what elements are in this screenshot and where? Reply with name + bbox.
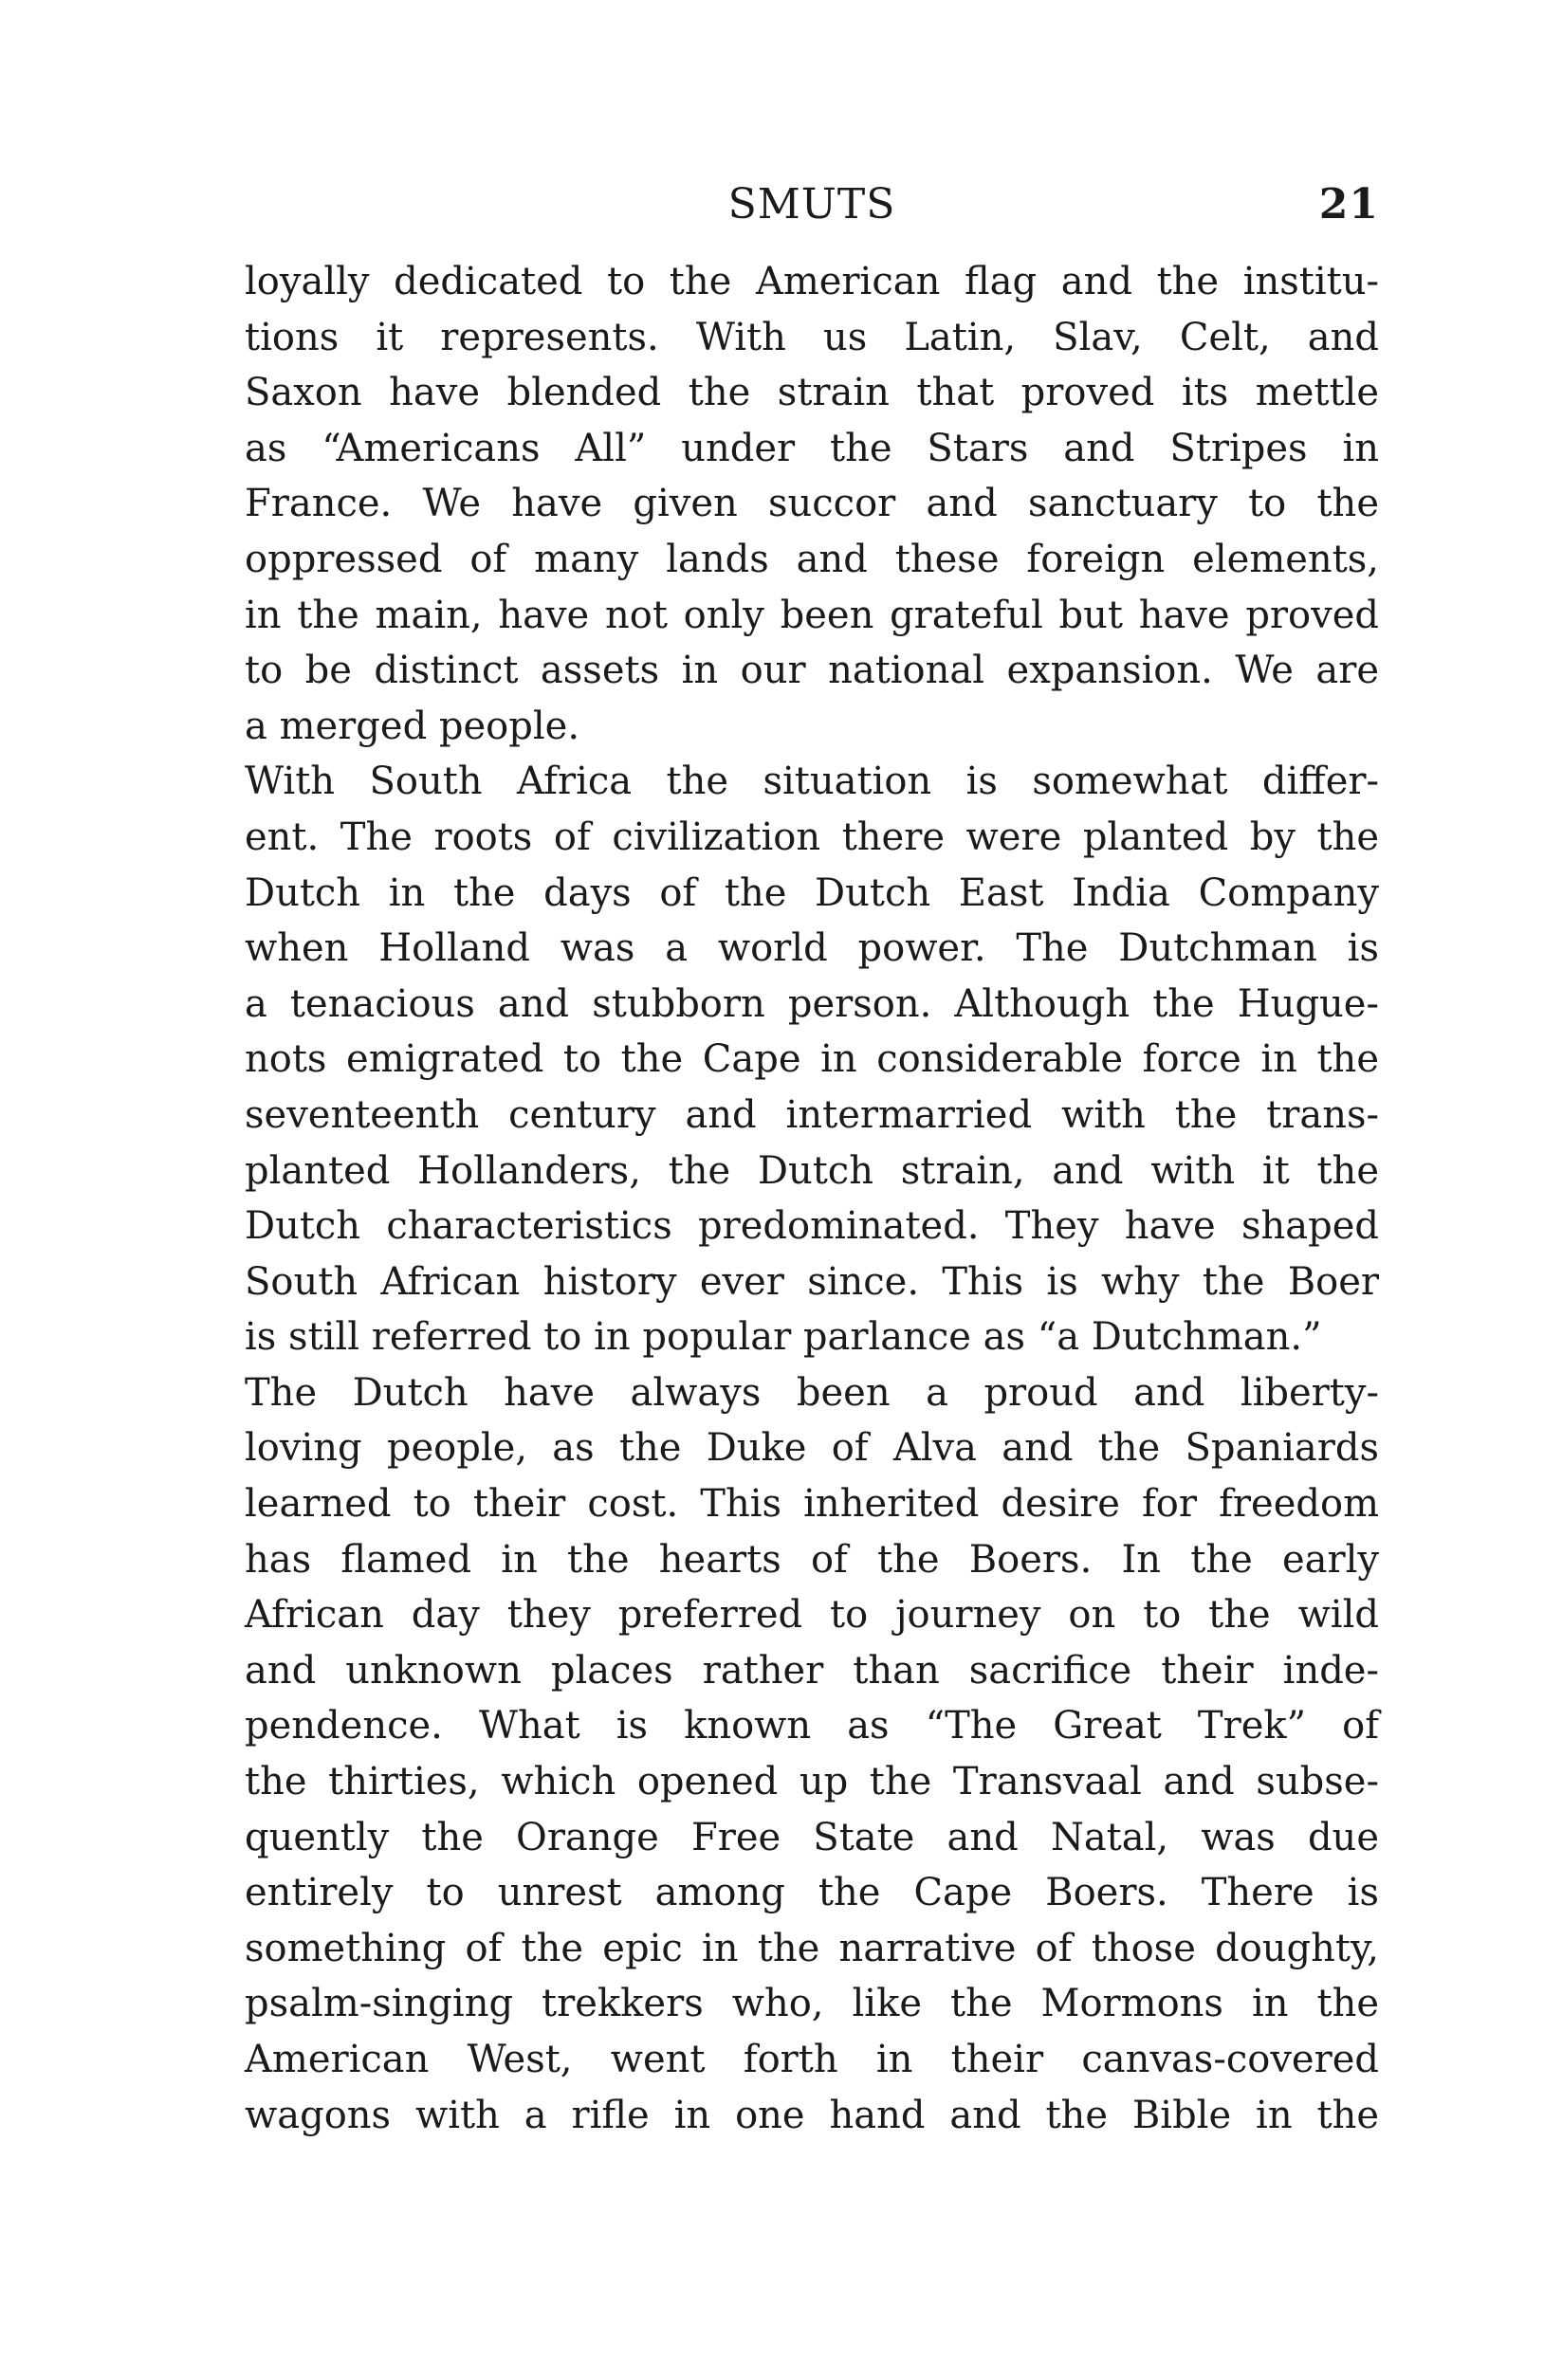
text-line: ent. The roots of civilization there were planted by the bbox=[245, 815, 1379, 859]
text-line: With South Africa the situation is somewhat differ- bbox=[245, 760, 1379, 804]
text-line: wagons with a rifle in one hand and the Bible in the bbox=[245, 2093, 1379, 2137]
text-line: loving people, as the Duke of Alva and the Spaniards bbox=[245, 1426, 1379, 1471]
body-text bbox=[245, 254, 1379, 2143]
text-line: as “Americans All” under the Stars and Stripes in bbox=[245, 426, 1379, 470]
text-line: Dutch characteristics predominated. They have shaped bbox=[245, 1204, 1379, 1249]
text-line: pendence. What is known as “The Great Trek” of bbox=[245, 1704, 1379, 1748]
text-line: entirely to unrest among the Cape Boers. There is bbox=[245, 1871, 1379, 1915]
text-line: nots emigrated to the Cape in considerable force in the bbox=[245, 1037, 1379, 1082]
text-line: psalm-singing trekkers who, like the Mormons in the bbox=[245, 1982, 1379, 2026]
text-line: the thirties, which opened up the Transvaal and subse- bbox=[245, 1760, 1379, 1804]
text-line: quently the Orange Free State and Natal, was due bbox=[245, 1815, 1379, 1859]
running-title: SMUTS bbox=[727, 180, 896, 229]
text-line: seventeenth century and intermarried with the trans- bbox=[245, 1092, 1379, 1137]
text-line: when Holland was a world power. The Dutchman is bbox=[245, 926, 1379, 971]
text-line: is still referred to in popular parlance as “a Dutchman.” bbox=[245, 1315, 1322, 1360]
text-line: France. We have given succor and sanctuary to the bbox=[245, 482, 1379, 526]
text-line: tions it represents. With us Latin, Slav, Celt, and bbox=[245, 315, 1379, 359]
text-line: Dutch in the days of the Dutch East India Company bbox=[245, 870, 1379, 915]
text-line: oppressed of many lands and these foreign elements, bbox=[245, 537, 1379, 581]
running-head bbox=[245, 176, 1379, 233]
text-line: has flamed in the hearts of the Boers. In the early bbox=[245, 1537, 1379, 1582]
page-number: 21 bbox=[1318, 180, 1379, 229]
text-line: a tenacious and stubborn person. Although the Hugue- bbox=[245, 981, 1379, 1026]
text-line: loyally dedicated to the American flag and the institu- bbox=[245, 260, 1379, 303]
text-line: The Dutch have always been a proud and liberty- bbox=[245, 1370, 1379, 1415]
text-line: learned to their cost. This inherited desire for freedom bbox=[245, 1482, 1379, 1527]
text-line: and unknown places rather than sacrifice their inde- bbox=[245, 1648, 1379, 1693]
text-line: a merged people. bbox=[245, 704, 580, 748]
text-line: to be distinct assets in our national expansion. We are bbox=[245, 649, 1379, 693]
book-page bbox=[245, 176, 1379, 2143]
text-line: something of the epic in the narrative of those doughty, bbox=[245, 1926, 1379, 1970]
text-line: Saxon have blended the strain that proved its mettle bbox=[245, 371, 1379, 415]
text-line: planted Hollanders, the Dutch strain, and with it the bbox=[245, 1148, 1379, 1193]
text-line: South African history ever since. This is why the Boer bbox=[245, 1259, 1379, 1304]
text-line: American West, went forth in their canvas-covered bbox=[245, 2038, 1379, 2081]
text-line: African day they preferred to journey on to the wild bbox=[245, 1593, 1379, 1638]
text-line: in the main, have not only been grateful but have proved bbox=[245, 593, 1379, 637]
